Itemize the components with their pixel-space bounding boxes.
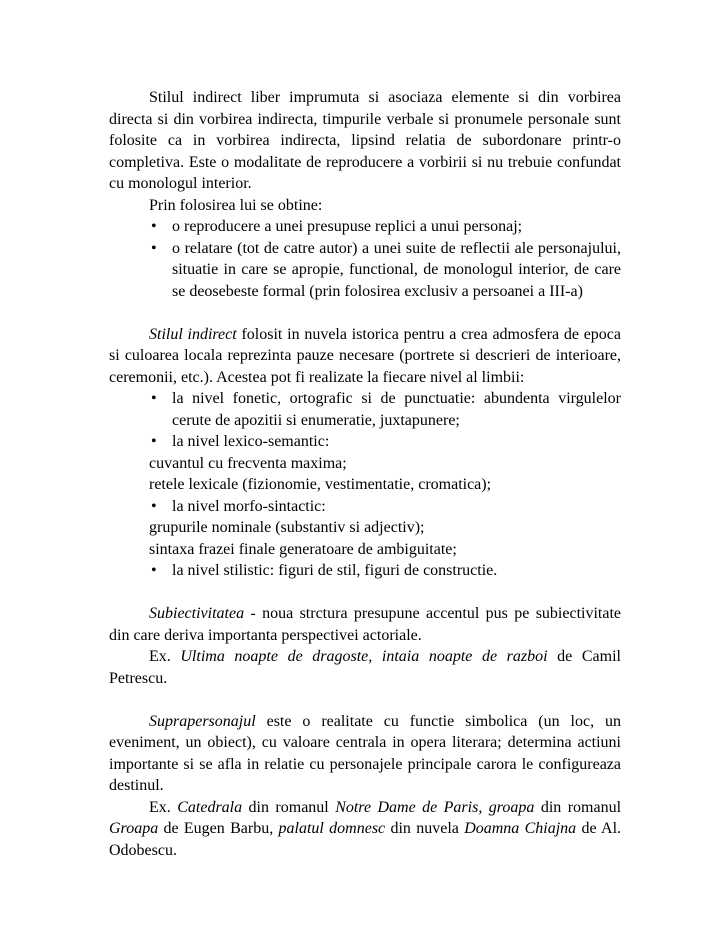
paragraph-suprapersonajul: Suprapersonajul este o realitate cu functie simbolica (un loc, un eveniment, un obiect), cu valoare centrala in opera literara; determina actiuni importante si se afla in relatie cu personajele principale carora le configureaza destinul. [109,712,621,794]
list-item [109,431,621,453]
bullet-icon: • [151,562,157,579]
bullet-icon: • [151,218,157,235]
list-item-text: la nivel morfo-sintactic: [172,497,326,515]
list-levels-2 [109,496,621,518]
term-suprapersonajul: Suprapersonajul [149,712,256,730]
sub-line: retele lexicale (fizionomie, vestimentatie, cromatica); [149,476,492,493]
list-item-text: o reproducere a unei presupuse replici a unui personaj; [172,218,523,235]
paragraph-subiectivitatea: Subiectivitatea - noua strctura presupune accentul pus pe subiectivitate din care deriva importanta perspectivei actoriale. [109,605,621,644]
paragraph-examples-suprapersonaj: Ex. Catedrala din romanul Notre Dame de Paris, groapa din romanul Groapa de Eugen Barbu, palatul domnesc din nuvela Doamna Chiajna de Al. Odobescu. [109,798,622,859]
paragraph-stilul-indirect: Stilul indirect folosit in nuvela istorica pentru a crea admosfera de epoca si culoarea locala reprezinta pauze necesare (portrete si descrieri de interioare, ceremonii, etc.). Acestea pot fi realizate la fiecare nivel al limbii: [109,325,622,386]
term-subiectivitatea: Subiectivitatea [149,605,245,622]
list-item-text: la nivel fonetic, ortografic si de punctuatie: abundenta virgulelor cerute de apozitii si enumeratie, juxtapunere; [172,390,621,429]
list-item [109,496,621,518]
term-stilul-indirect: Stilul indirect [149,325,237,343]
list-item-text: o relatare (tot de catre autor) a unei suite de reflectii ale personajului, situatie in care se apropie, functional, de monologul interior, de care se deosebeste formal (prin folosirea exclusiv a persoanei a III-a) [172,239,621,300]
sub-line: grupurile nominale (substantiv si adjectiv); [149,519,425,536]
list-levels [109,388,621,453]
list-item-text: la nivel stilistic: figuri de stil, figuri de constructie. [172,562,498,579]
bullet-icon: • [151,390,157,407]
sub-line: cuvantul cu frecventa maxima; [149,454,347,472]
spacer [109,302,621,324]
spacer [109,582,621,604]
sub-line: sintaxa frazei finale generatoare de ambiguitate; [149,540,457,558]
document-page [109,87,621,861]
list-levels-3 [109,560,621,582]
bullet-icon: • [151,497,157,515]
bullet-icon: • [151,239,157,257]
spacer [109,689,621,711]
bullet-icon: • [151,433,157,450]
list-item-text: la nivel lexico-semantic: [172,433,330,450]
paragraph-example-petrescu: Ex. Ultima noapte de dragoste, intaia noapte de razboi de Camil Petrescu. [109,648,621,687]
paragraph-stil-indirect-liber: Stilul indirect liber imprumuta si asociaza elemente si din vorbirea directa si din vorbirea indirecta, timpurile verbale si pronumele personale sunt folosite ca in vorbirea indirecta, lipsind relatia de subordonare printr-o completiva. Este o modalitate de reproducere a vorbirii si nu trebuie confundat cu monologul interior. [109,89,621,192]
list-item [109,560,621,582]
list-item [109,238,621,303]
list-item [109,388,621,431]
list-item [109,216,621,238]
book-title: Ultima noapte de dragoste, intaia noapte de razboi [180,648,548,665]
paragraph-prin-folosirea: Prin folosirea lui se obtine: [149,196,323,214]
list-effects [109,216,621,302]
